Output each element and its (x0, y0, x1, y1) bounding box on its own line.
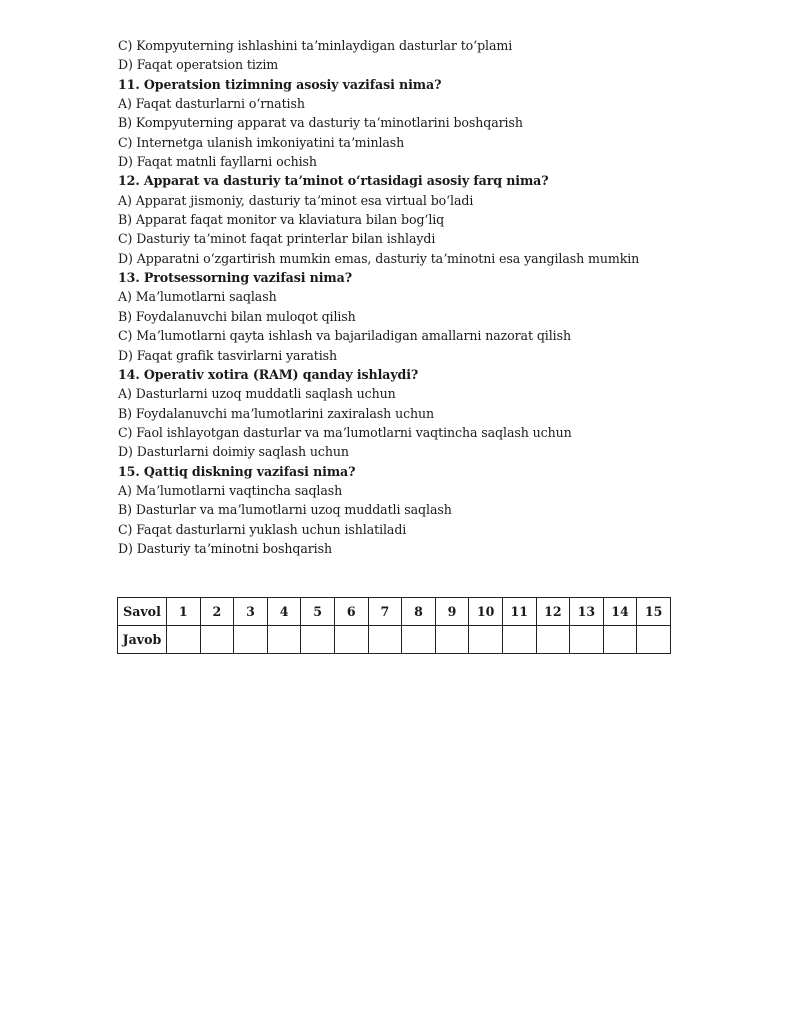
answer-row (118, 626, 671, 654)
savol-label: Savol (118, 598, 167, 626)
answer-option: C) Maʼlumotlarni qayta ishlash va bajariladigan amallarni nazorat qilish (118, 328, 571, 344)
answer-option: C) Dasturiy taʼminot faqat printerlar bilan ishlaydi (118, 231, 436, 247)
answer-cell[interactable] (536, 626, 570, 654)
answer-option: B) Foydalanuvchi maʼlumotlarini zaxiralash uchun (118, 405, 435, 421)
answer-option: C) Faol ishlayotgan dasturlar va maʼlumotlarni vaqtincha saqlash uchun (118, 424, 572, 440)
answer-option: D) Faqat matnli fayllarni ochish (118, 154, 317, 170)
answer-option: C) Internetga ulanish imkoniyatini taʼminlash (118, 134, 405, 150)
answer-cell[interactable] (502, 626, 536, 654)
document-body (118, 36, 718, 558)
answer-cell[interactable] (334, 626, 368, 654)
answer-option: A) Dasturlarni uzoq muddatli saqlash uchun (118, 386, 396, 402)
question-number-cell: 4 (267, 598, 301, 626)
answer-cell[interactable] (301, 626, 335, 654)
question-number-cell: 11 (502, 598, 536, 626)
question-number-row (118, 598, 671, 626)
answer-option: D) Apparatni oʻzgartirish mumkin emas, dasturiy taʼminotni esa yangilash mumkin (118, 250, 640, 266)
question-heading: 13. Protsessorning vazifasi nima? (118, 270, 352, 286)
question-number-cell: 13 (570, 598, 604, 626)
question-number-cell: 10 (469, 598, 503, 626)
question-number-cell: 6 (334, 598, 368, 626)
answer-option: D) Faqat operatsion tizim (118, 57, 279, 73)
question-number-cell: 12 (536, 598, 570, 626)
answer-cell[interactable] (435, 626, 469, 654)
question-number-cell: 3 (234, 598, 268, 626)
question-heading: 14. Operativ xotira (RAM) qanday ishlaydi? (118, 366, 419, 382)
answer-option: C) Faqat dasturlarni yuklash uchun ishlatiladi (118, 521, 407, 537)
answer-option: A) Faqat dasturlarni oʻrnatish (118, 96, 305, 112)
javob-label: Javob (118, 626, 167, 654)
answer-option: B) Foydalanuvchi bilan muloqot qilish (118, 308, 356, 324)
answer-option: B) Dasturlar va maʼlumotlarni uzoq muddatli saqlash (118, 502, 452, 518)
answer-cell[interactable] (368, 626, 402, 654)
question-number-cell: 2 (200, 598, 234, 626)
answer-cell[interactable] (402, 626, 436, 654)
answer-option: D) Dasturlarni doimiy saqlash uchun (118, 444, 349, 460)
answer-option: B) Apparat faqat monitor va klaviatura bilan bogʻliq (118, 212, 445, 228)
question-number-cell: 1 (167, 598, 201, 626)
answer-option: D) Dasturiy taʼminotni boshqarish (118, 540, 332, 556)
answer-option: B) Kompyuterning apparat va dasturiy taʼminotlarini boshqarish (118, 115, 523, 131)
answer-cell[interactable] (167, 626, 201, 654)
question-number-cell: 14 (603, 598, 637, 626)
answer-option: A) Maʼlumotlarni saqlash (118, 289, 277, 305)
answer-cell[interactable] (603, 626, 637, 654)
answer-cell[interactable] (570, 626, 604, 654)
answer-cell[interactable] (267, 626, 301, 654)
answer-cell[interactable] (234, 626, 268, 654)
answer-option: A) Maʼlumotlarni vaqtincha saqlash (118, 482, 343, 498)
answer-table (117, 597, 671, 654)
question-number-cell: 7 (368, 598, 402, 626)
answer-cell[interactable] (469, 626, 503, 654)
question-heading: 11. Operatsion tizimning asosiy vazifasi nima? (118, 76, 442, 92)
question-number-cell: 5 (301, 598, 335, 626)
question-number-cell: 9 (435, 598, 469, 626)
answer-option: C) Kompyuterning ishlashini taʼminlaydigan dasturlar toʻplami (118, 38, 513, 53)
answer-cell[interactable] (637, 626, 671, 654)
answer-option: A) Apparat jismoniy, dasturiy taʼminot esa virtual boʻladi (118, 192, 474, 208)
answer-cell[interactable] (200, 626, 234, 654)
question-number-cell: 8 (402, 598, 436, 626)
answer-option: D) Faqat grafik tasvirlarni yaratish (118, 347, 338, 363)
question-number-cell: 15 (637, 598, 671, 626)
question-heading: 15. Qattiq diskning vazifasi nima? (118, 463, 356, 479)
question-heading: 12. Apparat va dasturiy taʼminot oʻrtasidagi asosiy farq nima? (118, 173, 549, 189)
